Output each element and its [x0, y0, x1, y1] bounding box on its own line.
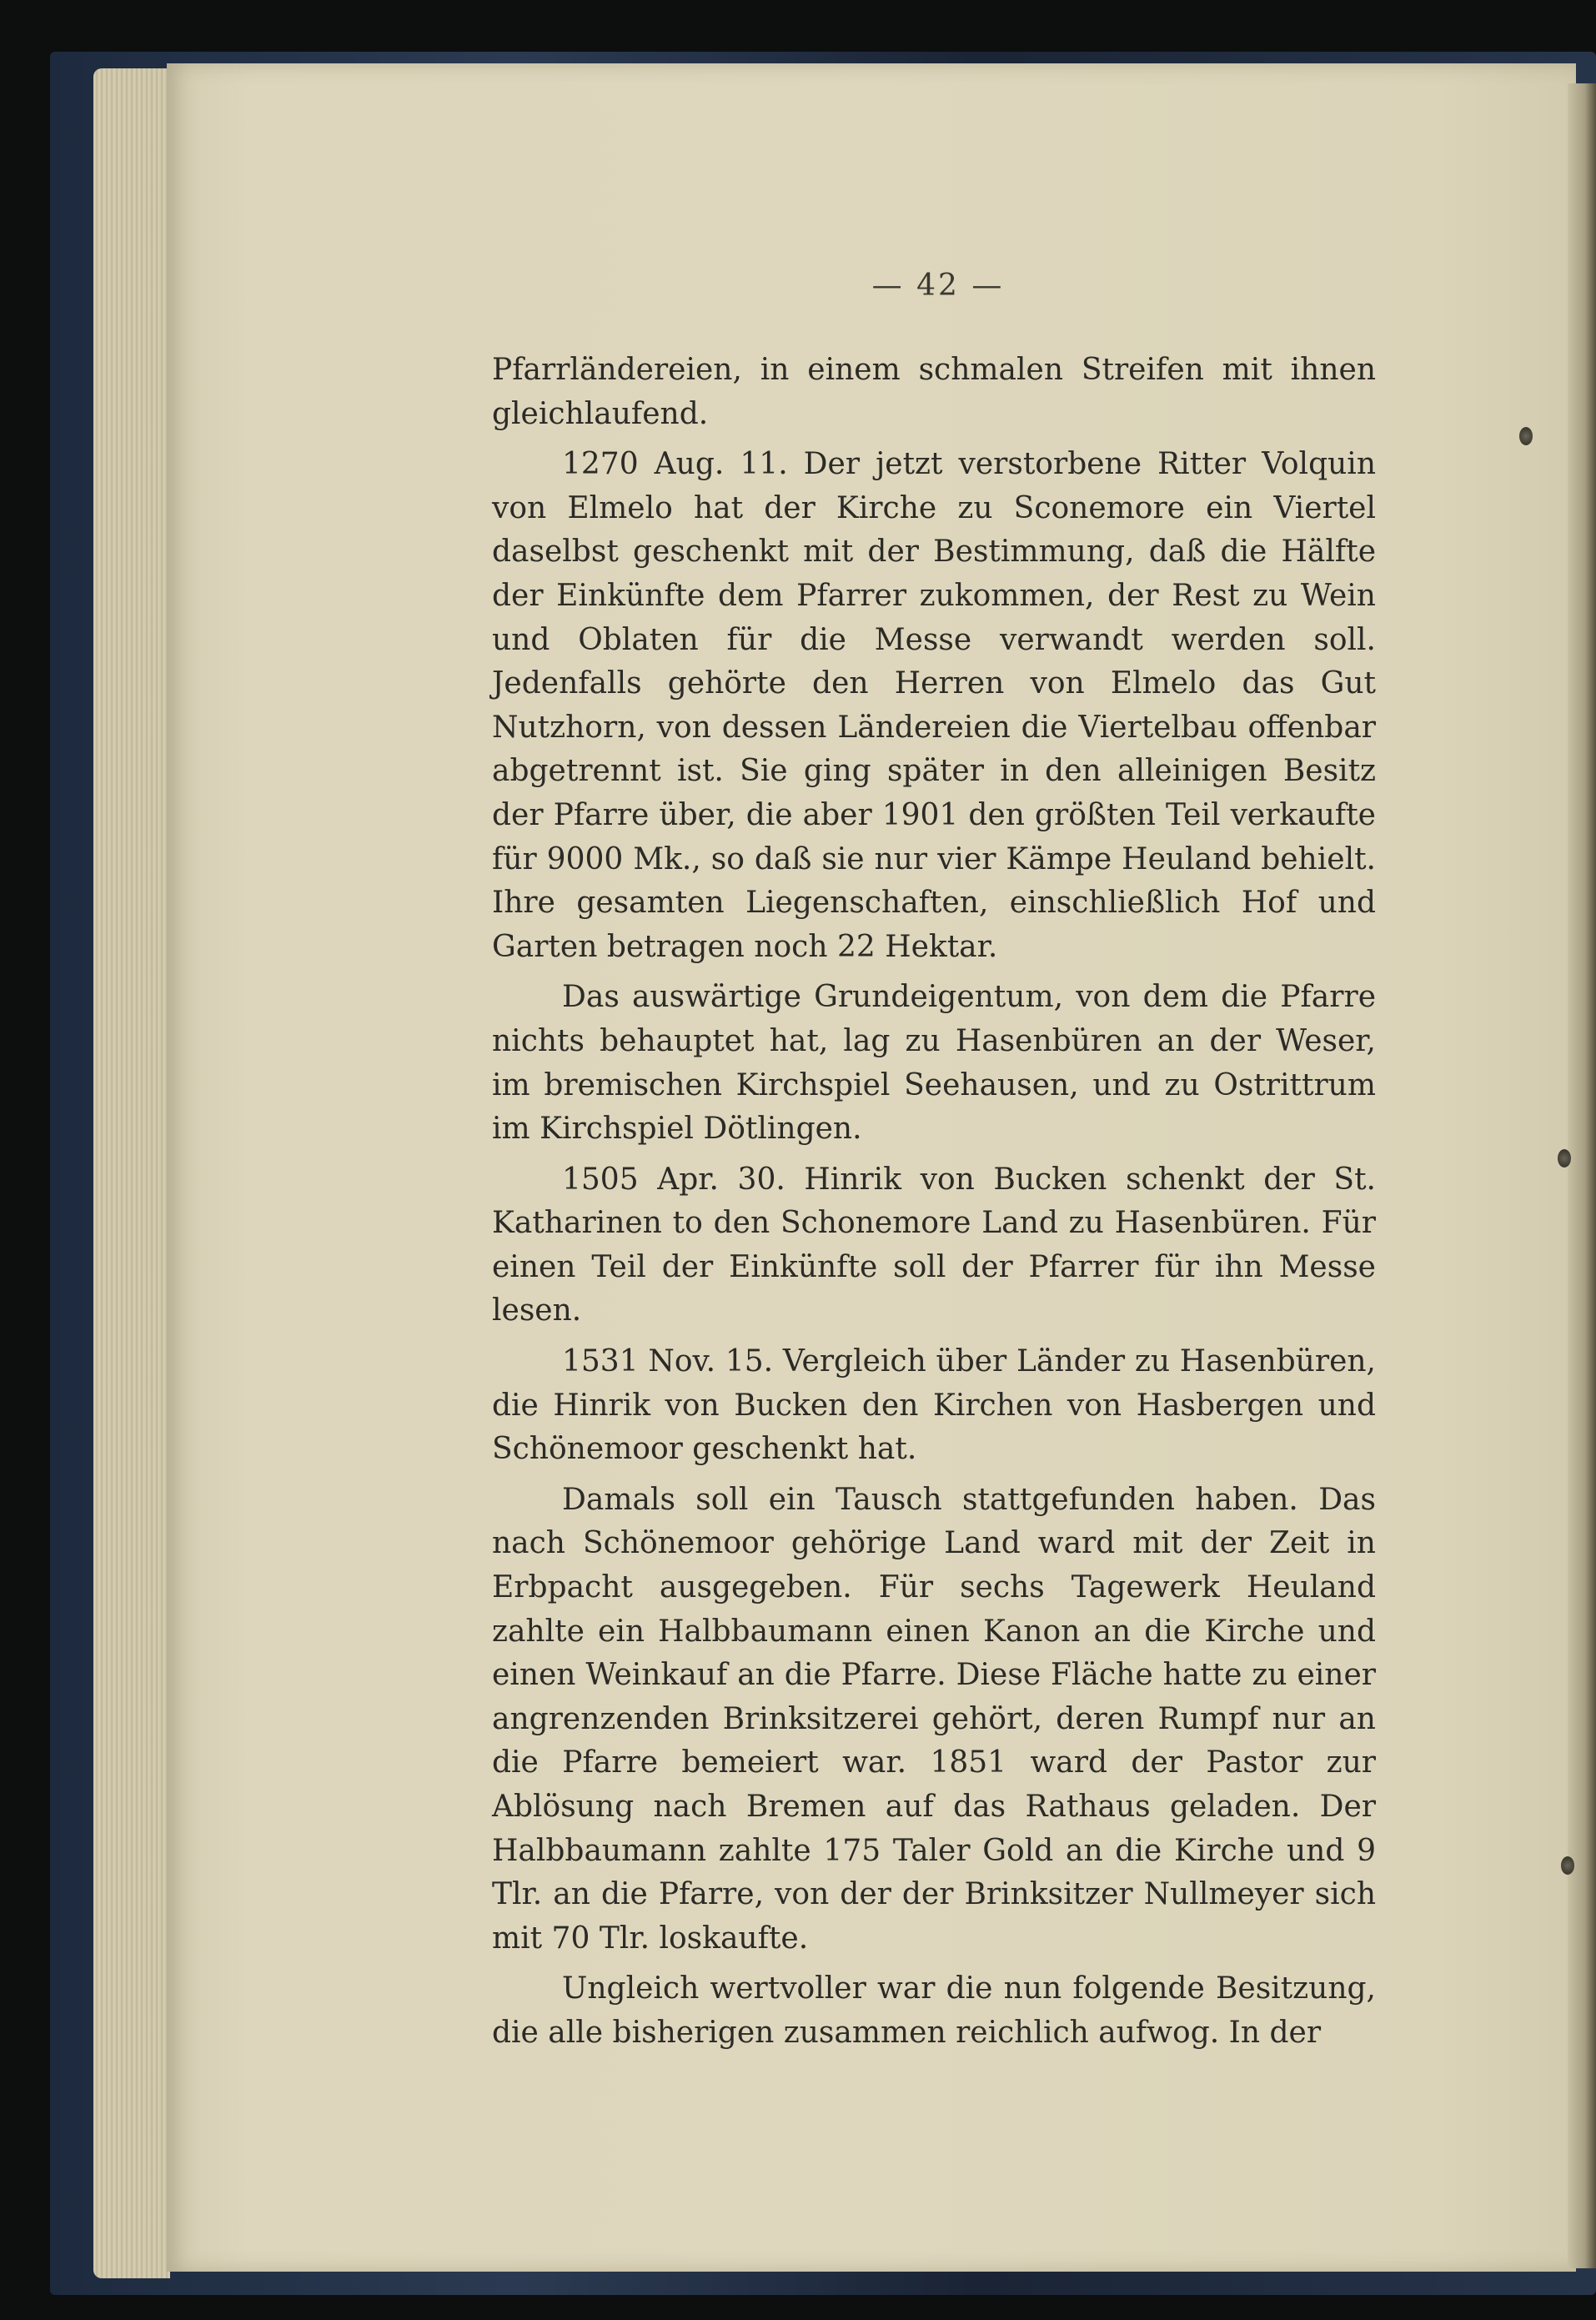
page-fold — [1568, 83, 1596, 2268]
paragraph: 1505 Apr. 30. Hinrik von Bucken schenkt der St. Katharinen to den Schonemore Land zu Hasenbüren. Für einen Teil der Einkünfte soll der Pfarrer für ihn Messe lesen. — [492, 1162, 1376, 1328]
paragraph: Damals soll ein Tausch stattgefunden haben. Das nach Schönemoor gehörige Land ward mit der Zeit in Erbpacht ausgegeben. Für sechs Tagewerk Heuland zahlte ein Halbbaumann einen Kanon an die Kirche und einen Weinkauf an die Pfarre. Diese Fläche hatte zu einer angrenzenden Brinksitzerei gehört, deren Rumpf nur an die Pfarre bemeiert war. 1851 ward der Pastor zur Ablösung nach Bremen auf das Rathaus geladen. Der Halbbaumann zahlte 175 Taler Gold an die Kirche und 9 Tlr. an die Pfarre, von der der Brinksitzer Nullmeyer sich mit 70 Tlr. loskaufte. — [492, 1482, 1376, 1956]
binding-pin — [1561, 1856, 1574, 1875]
page-edges — [93, 68, 170, 2278]
binding-pin — [1519, 427, 1533, 445]
page-number: — 42 — — [871, 269, 1005, 303]
paragraph: 1531 Nov. 15. Vergleich über Länder zu Hasenbüren, die Hinrik von Bucken den Kirchen von Hasbergen und Schönemoor geschenkt hat. — [492, 1344, 1376, 1467]
paragraph: Ungleich wertvoller war die nun folgende Besitzung, die alle bisherigen zusammen reichlich aufwog. In der — [492, 1971, 1376, 2050]
binding-pin — [1558, 1149, 1571, 1168]
paragraph: 1270 Aug. 11. Der jetzt verstorbene Ritter Volquin von Elmelo hat der Kirche zu Sconemore ein Viertel daselbst geschenkt mit der Bestimmung, daß die Hälfte der Einkünfte dem Pfarrer zukommen, der Rest zu Wein und Oblaten für die Messe verwandt werden soll. Jedenfalls gehörte den Herren von Elmelo das Gut Nutzhorn, von dessen Ländereien die Viertelbau offenbar abgetrennt ist. Sie ging später in den alleinigen Besitz der Pfarre über, die aber 1901 den größten Teil verkaufte für 9000 Mk., so daß sie nur vier Kämpe Heuland behielt. Ihre gesamten Liegenschaften, einschließlich Hof und Garten betragen noch 22 Hektar. — [492, 447, 1376, 964]
body-text — [492, 349, 1376, 2062]
paragraph: Pfarrländereien, in einem schmalen Streifen mit ihnen gleichlaufend. — [492, 353, 1376, 431]
paragraph: Das auswärtige Grundeigentum, von dem die Pfarre nichts behauptet hat, lag zu Hasenbüren an der Weser, im bremischen Kirchspiel Seehausen, und zu Ostrittrum im Kirchspiel Dötlingen. — [492, 980, 1376, 1147]
